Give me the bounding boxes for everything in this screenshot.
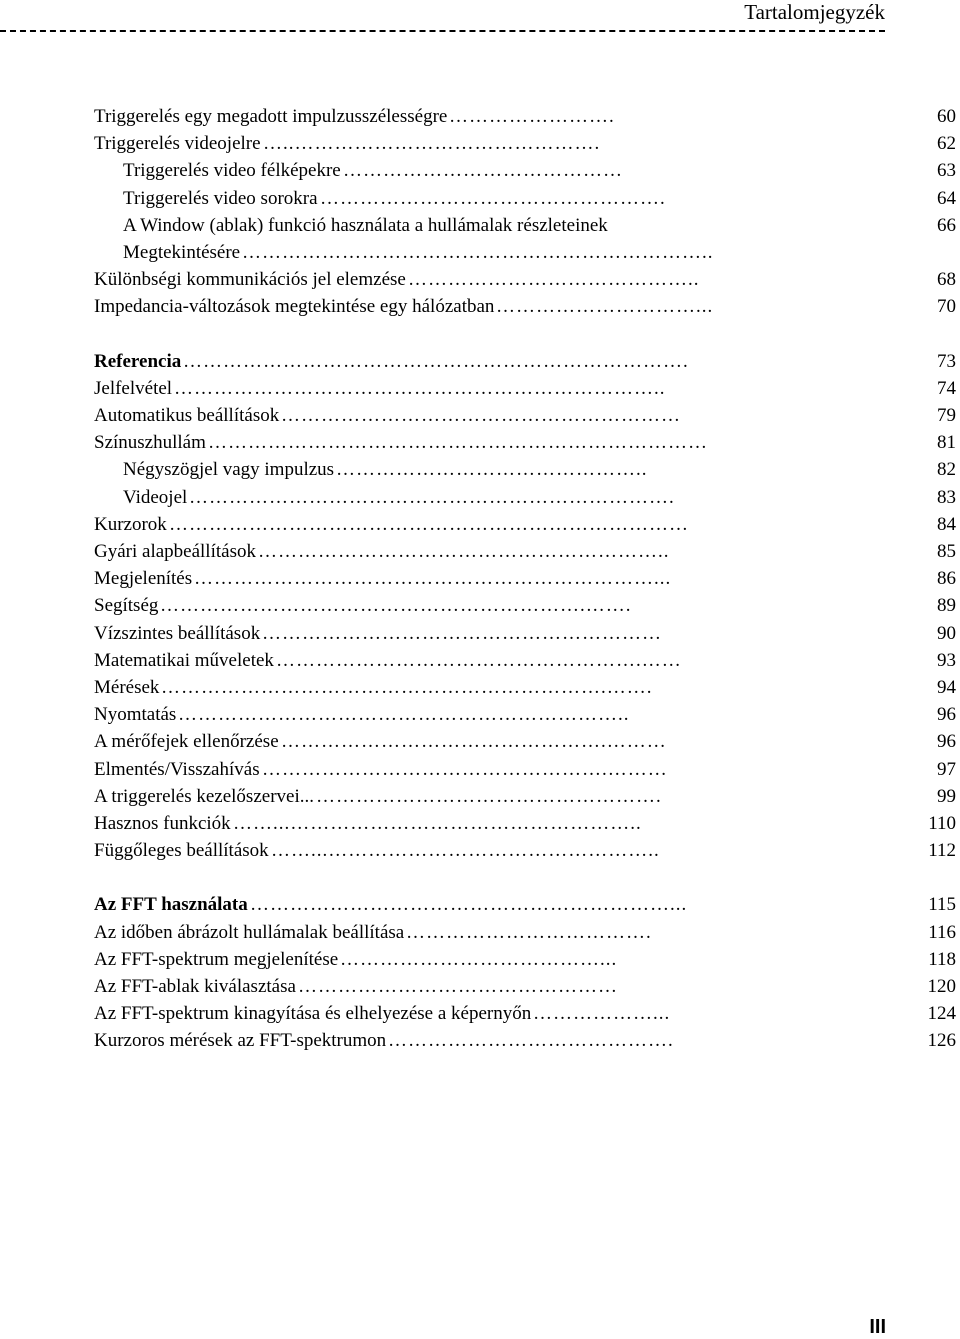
toc-entry-title: Impedancia-változások megtekintése egy hálózatban (94, 296, 495, 318)
toc-entry[interactable] (0, 185, 960, 212)
toc-leader-dots: ………………... (533, 1003, 671, 1025)
toc-entry[interactable] (0, 728, 960, 755)
toc-entry-title: Kurzoros mérések az FFT-spektrumon (94, 1030, 387, 1052)
toc-entry-page: 115 (928, 894, 956, 916)
toc-entry[interactable] (0, 538, 960, 565)
toc-entry-title: Megjelenítés (94, 568, 193, 590)
toc-leader-dots: ………………………………………………………... (250, 894, 688, 916)
toc-leader-dots: ………………………………………………………………… (208, 432, 708, 454)
toc-entry-page: 110 (928, 812, 956, 834)
toc-entry-page: 124 (927, 1003, 956, 1025)
toc-entry-page: 90 (937, 622, 956, 644)
toc-leader-dots: ……………………………………………. (316, 785, 662, 807)
toc-leader-dots: ……………………………………………….…… (276, 649, 682, 671)
toc-entry[interactable] (0, 348, 960, 375)
toc-entry-title: Triggerelés egy megadott impulzusszélességre (94, 106, 448, 127)
section-gap (0, 321, 960, 348)
toc-entry[interactable] (0, 946, 960, 973)
toc-leader-dots: ……………………………………………. (320, 187, 666, 209)
toc-entry-page: 62 (937, 133, 956, 155)
toc-leader-dots: ……...………………………………………….. (271, 840, 660, 862)
toc-entry-page: 66 (937, 214, 956, 236)
toc-entry[interactable] (0, 511, 960, 538)
toc-entry-title: Gyári alapbeállítások (94, 541, 256, 562)
page-number: III (869, 1316, 886, 1338)
toc-entry[interactable] (0, 429, 960, 456)
toc-leader-dots: ……………………………………………………………... (194, 568, 672, 590)
toc-entry-page: 83 (937, 486, 956, 508)
toc-entry[interactable] (0, 620, 960, 647)
toc-leader-dots: …..………………………………………. (263, 133, 601, 155)
toc-entry[interactable] (0, 293, 960, 320)
toc-leader-dots: …………………………………………………………………… (169, 513, 689, 535)
toc-entry-page: 84 (937, 513, 956, 535)
toc-leader-dots: …………………………………………………… (281, 405, 681, 427)
toc-entry-title: Az FFT-spektrum megjelenítése (94, 948, 339, 970)
running-header: Tartalomjegyzék (744, 0, 885, 24)
toc-entry[interactable] (0, 402, 960, 429)
toc-entry[interactable] (0, 783, 960, 810)
toc-leader-dots: …………………………………………………… (262, 622, 662, 644)
toc-entry-title: Automatikus beállítások (94, 405, 280, 427)
toc-entry-title: Függőleges beállítások (94, 840, 269, 862)
toc-entry-title: Jelfelvétel (94, 377, 173, 399)
toc-entry[interactable] (0, 157, 960, 184)
toc-entry-page: 112 (928, 840, 956, 862)
toc-entry[interactable] (0, 810, 960, 837)
toc-leader-dots: ………………………………………………………………. (189, 486, 675, 508)
header-divider (0, 30, 885, 32)
toc-entry-page: 120 (927, 976, 956, 997)
toc-entry[interactable] (0, 484, 960, 511)
toc-entry-page: 79 (937, 405, 956, 427)
toc-entry-title: Nyomtatás (94, 704, 177, 726)
toc-entry-page: 116 (928, 921, 956, 943)
toc-entry-title: Színuszhullám (94, 432, 206, 454)
toc-entry-title: Az FFT-spektrum kinagyítása és elhelyezése a képernyőn (94, 1003, 532, 1025)
toc-leader-dots: …………………………... (496, 296, 714, 318)
toc-entry-title: Négyszögjel vagy impulzus (123, 459, 335, 481)
toc-leader-dots: …………………………………………….……… (262, 758, 668, 780)
toc-entry-page: 96 (937, 704, 956, 726)
toc-leader-dots: ……………………………………………………….……. (160, 595, 632, 617)
toc-entry[interactable] (0, 1000, 960, 1027)
toc-leader-dots: ……………………………………. (388, 1030, 674, 1052)
toc-entry-page: 63 (937, 160, 956, 182)
toc-leader-dots: ……...…………………………………………….. (233, 812, 642, 834)
toc-leader-dots: ……………………………………….. (336, 459, 648, 481)
toc-entry-title: Az FFT-ablak kiválasztása (94, 976, 296, 997)
table-of-contents (0, 103, 960, 1055)
toc-entry-title: Matematikai műveletek (94, 649, 274, 671)
toc-entry-page: 99 (937, 785, 956, 807)
toc-entry[interactable] (0, 837, 960, 864)
toc-entry[interactable] (0, 674, 960, 701)
toc-leader-dots: …………………………………... (340, 948, 618, 970)
toc-entry-page: 85 (937, 541, 956, 562)
toc-entry-title: Elmentés/Visszahívás (94, 758, 260, 780)
toc-entry-title: A mérőfejek ellenőrzése (94, 731, 279, 753)
toc-entry[interactable] (0, 919, 960, 946)
toc-entry-page: 82 (937, 459, 956, 481)
toc-leader-dots: …………………………………………………………………. (183, 350, 689, 372)
toc-leader-dots (610, 212, 890, 239)
section-gap (0, 864, 960, 891)
toc-entry[interactable] (0, 1027, 960, 1054)
toc-entry-title: Hasznos funkciók (94, 812, 231, 834)
toc-entry-title: Megtekintésére (123, 241, 241, 263)
toc-entry-title: A Window (ablak) funkció használata a hullámalak részleteinek (123, 214, 608, 236)
toc-entry[interactable] (0, 565, 960, 592)
toc-entry-title: Kurzorok (94, 513, 167, 535)
toc-entry-title: Triggerelés videojelre (94, 133, 261, 155)
toc-entry[interactable] (0, 103, 960, 130)
toc-entry-page: 73 (937, 350, 956, 372)
toc-leader-dots: …………………………………….. (408, 269, 700, 291)
toc-entry-page: 86 (937, 568, 956, 590)
toc-entry-title: Segítség (94, 595, 159, 617)
toc-entry-page: 126 (927, 1030, 956, 1052)
toc-entry-page: 74 (937, 377, 956, 399)
toc-entry[interactable] (0, 212, 960, 239)
toc-entry-page: 81 (937, 432, 956, 454)
toc-entry-page: 70 (937, 296, 956, 318)
toc-entry-page: 96 (937, 731, 956, 753)
toc-leader-dots: …………………………………………………….. (258, 541, 670, 562)
toc-entry[interactable] (0, 239, 960, 266)
toc-leader-dots: ………………………………………….……… (281, 731, 667, 753)
toc-entry-page: 60 (937, 106, 956, 127)
toc-entry-page: 89 (937, 595, 956, 617)
toc-entry-title: Referencia (94, 350, 182, 372)
toc-entry-title: Különbségi kommunikációs jel elemzése (94, 269, 406, 291)
toc-entry-page: 68 (937, 269, 956, 291)
toc-entry[interactable] (0, 592, 960, 619)
toc-entry[interactable] (0, 266, 960, 293)
toc-entry-page: 118 (928, 948, 956, 970)
toc-entry-title: Vízszintes beállítások (94, 622, 261, 644)
toc-entry-page: 94 (937, 676, 956, 698)
toc-entry-page: 97 (937, 758, 956, 780)
toc-leader-dots: ……………………. (449, 106, 615, 127)
toc-entry[interactable] (0, 701, 960, 728)
toc-leader-dots: ………………………………. (406, 921, 652, 943)
toc-entry[interactable] (0, 756, 960, 783)
toc-entry-title: Triggerelés video sorokra (123, 187, 318, 209)
toc-entry-title: Triggerelés video félképekre (123, 160, 341, 182)
toc-leader-dots: ……………………………………………………………….. (174, 377, 666, 399)
toc-entry[interactable] (0, 456, 960, 483)
toc-leader-dots: ………………………………………………………….. (178, 704, 630, 726)
toc-entry[interactable] (0, 375, 960, 402)
toc-entry-page: 93 (937, 649, 956, 671)
toc-entry-title: Az FFT használata (94, 894, 248, 916)
toc-leader-dots: ………………………………………………………….……. (161, 676, 653, 698)
toc-entry[interactable] (0, 973, 960, 1000)
toc-leader-dots: …………………………………………………………….. (242, 241, 714, 263)
toc-leader-dots: …………………………………… (343, 160, 623, 182)
toc-leader-dots: ………………………………………… (298, 976, 618, 997)
toc-entry[interactable] (0, 130, 960, 157)
toc-entry-title: Videojel (123, 486, 188, 508)
toc-entry[interactable] (0, 647, 960, 674)
toc-entry-title: Az időben ábrázolt hullámalak beállítása (94, 921, 405, 943)
toc-entry[interactable] (0, 891, 960, 918)
toc-entry-title: A triggerelés kezelőszervei... (94, 785, 314, 807)
toc-entry-title: Mérések (94, 676, 160, 698)
toc-entry-page: 64 (937, 187, 956, 209)
